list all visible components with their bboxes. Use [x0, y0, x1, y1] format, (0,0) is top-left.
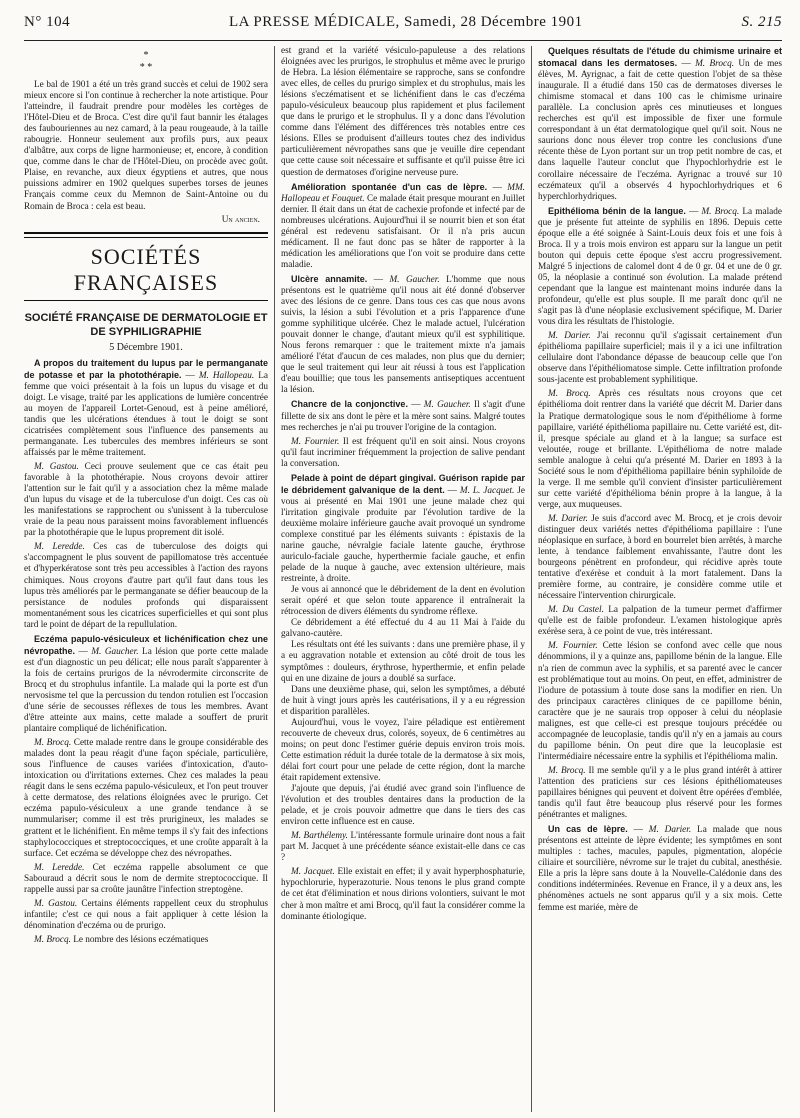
speaker: M. Darier. [548, 331, 591, 342]
paragraph-text: Je suis d'accord avec M. Brocq, et je crois devoir distinguer deux variétés nettes d'épithélioma papillaire : l'une néoplasique en surface, à bord en bourrelet bien arrêtés, à marche lente, à tendance faiblement envahissante, l'autre dont les bourgeons pénètrent en profondeur, qui récidive après toute tentative d'exérèse et conduit à la mort fatalement. Dans la première forme, au contraire, je considère comme utile et nécessaire l'intervention chirurgicale. [538, 513, 782, 602]
paragraph-text: Cet eczéma rappelle absolument ce que Sabouraud a décrit sous le nom de dermite streptococcique. Il rappelle aussi par sa croûte jaunâtre l'infection streptogène. [24, 862, 268, 895]
paragraph: Un cas de lèpre. — M. Darier. La malade que nous présentons est atteinte de lèpre évidente; les symptômes en sont multiples : taches, macules, papules, pigmentation, alopécie ciliaire et sourcilière, névrome sur le trajet du cubital, anesthésie. Elle a pris la lèpre sans doute à la Nouvelle-Calédonie dans des conditions indéterminées. Revenue en France, il y a deux ans, les phénomènes actuels ne sont apparus qu'il y a six mois. Cette femme est mariée, mère de [538, 824, 782, 913]
paragraph [24, 935, 268, 946]
paragraph [538, 605, 782, 638]
speaker: M. Leredde. [34, 542, 85, 553]
page-header [24, 14, 782, 36]
section-rule-bottom [24, 300, 268, 301]
paragraph [24, 899, 268, 932]
speaker: M. Jacquet. [291, 867, 335, 878]
paragraph-text: Le nombre des lésions eczématiques [73, 934, 209, 945]
paragraph: Epithélioma bénin de la langue. — M. Brocq. La malade que je présente fut atteinte de syphilis en 1896. Depuis cette époque elle a été soignée à Saint-Louis deux fois et une fois à Broca. Il y a trois mois environ est apparu sur la langue un petit bouton qui depuis cette époque s'est accru progressivement. Malgré 5 injections de calomel dont 4 de 0 gr. 04 et une de 0 gr. 05, la néoplasie a continué son évolution. La malade prétend cependant que la langue est maintenant moins indurée dans la profondeur, qu'elle est plus souple. Il me paraît donc qu'il ne s'agit pas là d'une néoplasie exclusivement spécifique, M. Darier vous dira les résultats de l'histologie. [538, 205, 782, 328]
paragraph [538, 641, 782, 763]
paragraph-text: L'homme que nous présentons est le quatrième qu'il nous ait été donné d'observer avec des lésions de ce genre. Dans tous ces cas que nous avons suivis, la lésion a subi l'évolution et a pris l'apparence d'une gomme syphilitique ulcérée. Chez le malade actuel, l'ulcération pouvait donner le change, d'autant mieux qu'il est syphilitique. Nous ferons remarquer : que le traitement mixte n'a jamais amélioré l'état d'aucun de ces malades, non plus que du dernier; que le seul traitement qui leur ait réussi à tous est l'application d'eau bouillie; que tous les pansements antiseptiques accentuent la lésion. [281, 274, 525, 396]
signature: Un ancien. [221, 214, 260, 225]
speaker: M. Du Castel. [548, 605, 604, 616]
journal-title: LA PRESSE MÉDICALE, Samedi, 28 Décembre 1901 [228, 14, 583, 30]
speaker: M. Gastou. [34, 462, 79, 473]
paragraph-text: Ce malade était presque mourant en Juillet dernier. Il était dans un état de cachexie profonde et infecté par de nombreuses ulcérations. Aujourd'hui il se nourrit bien et son état général est redevenu satisfaisant. Or il n'a pris aucun médicament. Il ne faut donc pas se hâter de rapporter à la médication les améliorations que l'on voit se produire dans cette maladie. [281, 193, 525, 270]
header-rule [24, 40, 782, 41]
paragraph-text: Ceci prouve seulement que ce cas était peu favorable à la photothérapie. Nous croyons devoir attirer l'attention sur le fait qu'il y a association chez la même malade d'un lupus du visage et de la tuberculose d'un doigt. Ces cas où les manifestations se rapprochent ou s'unissent à la tuberculose vraie de la peau nous paraissent moins favorablement influencés par la photothérapie que le lupus proprement dit isolé. [24, 462, 268, 539]
paragraph: Dans une deuxième phase, qui, selon les symptômes, a débuté de huit à vingt jours après les cautérisations, il y a eu régression et disparition parallèles. [281, 684, 525, 717]
speaker: M. Brocq. [34, 738, 72, 749]
paragraph: J'ajoute que depuis, j'ai étudié avec grand soin l'influence de l'évolution et des troubles dentaires dans la production de la pelade, et je crois pouvoir admettre que dans le tiers des cas environ cette influence est en cause. [281, 784, 525, 828]
speaker: M. Darier. [648, 825, 692, 836]
paragraph [24, 462, 268, 539]
section-rule-thick [24, 232, 268, 234]
paragraph [281, 831, 525, 864]
paragraph-text: Après ces résultats nous croyons que cet épithélioma doit rentrer dans la variété que décrit M. Darier dans la Pratique dermatologique sous le nom d'épithéliome à forme papillaire, variété épithélioma papillaire nu. Cette variété est, dit-il, presque spéciale au gland et à la langue; sa surface est veloutée, rouge et brillante. L'épithélioma de notre malade semble analogue à celui qu'a présenté M. Darier en 1893 à la Société sous le nom d'épithélioma papillaire bénin syphiloïde de la verge. Il me semble qu'il convient d'insister particulièrement sur cette variété d'épithélioma bénin propre à la langue, à la verge, aux muqueuses. [538, 389, 782, 510]
paragraph: Amélioration spontanée d'un cas de lèpre. — MM. Hallopeau et Fouquet. Ce malade était presque mourant en Juillet dernier. Il était dans un état de cachexie profonde et infecté par de nombreuses ulcérations. Aujourd'hui il se nourrit bien et son état général est redevenu satisfaisant. Or il n'a pris aucun médicament. Il ne faut donc pas se hâter de rapporter à la médication les améliorations que l'on voit se produire dans cette maladie. [281, 181, 525, 270]
speaker: M. Leredde. [34, 862, 85, 873]
column-3 [538, 46, 782, 1112]
paragraph-heading: Epithélioma bénin de la langue. [548, 205, 686, 216]
paragraph: A propos du traitement du lupus par le permanganate de potasse et par la photothérapie. — M. Hallopeau. La femme que voici présentait à la fois un lupus du visage et du doigt. Le visage, traité par les applications de lumière concentrée au moyen de l'appareil Lortet-Genoud, est à peine amélioré, tandis que les ulcérations étendues à tout le doigt se sont cicatrisées complètement sous l'influence des pansements au permanganate. Les tubercules des membres inférieurs se sont affaissés par le même traitement. [24, 357, 268, 458]
paragraph-text: Certains éléments rappellent ceux du strophulus infantile; c'est ce qui nous a fait appliquer à cette lésion la dénomination d'eczéma ou de prurigo. [24, 898, 268, 931]
page-number: S. 215 [741, 14, 782, 30]
paragraph-text: La malade que nous présentons est atteinte de lèpre évidente; les symptômes en sont multiples : taches, macules, papules, pigmentation, alopécie ciliaire et sourcilière, névrome sur le trajet du cubital, anesthésie. Elle a pris la lèpre sans doute à la Nouvelle-Calédonie dans des conditions indéterminées. Revenue en France, il y a deux ans, les phénomènes actuels ne sont apparus qu'il y a six mois. Cette femme est mariée, mère de [538, 825, 782, 913]
paragraph: Les résultats ont été les suivants : dans une première phase, il y a eu aggravation notable et extension au côté droit de tous les symptômes : douleurs, érythrose, hyperthermie, et enfin pelade qui en une dizaine de jours a doublé sa surface. [281, 640, 525, 684]
paragraph-text: La malade que je présente fut atteinte de syphilis en 1896. Depuis cette époque elle a été soignée à Saint-Louis deux fois et une fois à Broca. Il y a trois mois environ est apparu sur la langue un petit bouton qui depuis cette époque s'est accru progressivement. Malgré 5 injections de calomel dont 4 de 0 gr. 04 et une de 0 gr. 05, la néoplasie a continué son évolution. La malade prétend cependant que la langue est maintenant moins indurée dans la profondeur, qu'elle est plus souple. Il me paraît donc qu'il ne s'agit pas là d'une néoplasie exclusivement spécifique, M. Darier vous dira les résultats de l'histologie. [538, 206, 782, 328]
speaker: M. Brocq. [548, 389, 591, 400]
paragraph-heading: Quelques résultats de l'étude du chimisme urinaire et stomacal dans les dermatoses. [538, 46, 782, 69]
speaker: M. Gastou. [34, 898, 78, 909]
paragraph-text: J'ai reconnu qu'il s'agissait certainement d'un épithélioma papillaire superficiel; mais il y a ici une infiltration cellulaire dont l'abondance dépasse de beaucoup celle que l'on observe dans l'épithéliomatose simple. Cette infiltration profonde sous-jacente est probablement syphilitique. [538, 331, 782, 386]
society-name: SOCIÉTÉ FRANÇAISE DE DERMATOLOGIE ET DE SYPHILIGRAPHIE [24, 311, 268, 338]
paragraph-heading: Chancre de la conjonctive. [291, 399, 408, 410]
paragraph: est grand et la variété vésiculo-papuleuse a des relations éloignées avec les prurigos, le strophulus et même avec le prurigo de Hebra. La lésion élémentaire se rapproche, sans se confondre avec elles, de celles du prurigo simplex et du strophulus, mais les lésions s'eczématisent et se lichénifient dans le cas d'eczéma papulo-vésiculeux beaucoup plus rapidement et plus facilement que dans le prurigo et le strophulus. Il y a donc dans l'évolution comme dans l'élément des différences très notables entre ces lésions. Elles se produisent d'ailleurs toutes chez des individus particulièrement névropathes sans que je veuille dire cependant que cette cause soit nécessaire et suffisante et qu'il puisse être ici question de dermatoses d'origine nerveuse pure. [281, 46, 525, 178]
paragraph-heading: Ulcère annamite. [291, 273, 368, 284]
paragraph-heading: Amélioration spontanée d'un cas de lèpre. [291, 181, 488, 192]
speaker: M. Fournier. [548, 641, 598, 652]
paragraph [281, 867, 525, 922]
speaker: M. Brocq. [34, 934, 71, 945]
paragraph: Ce débridement a été effectué du 4 au 11 Mai à l'aide du galvano-cautère. [281, 618, 525, 640]
paragraph [538, 766, 782, 821]
paragraph: Ulcère annamite. — M. Gaucher. L'homme que nous présentons est le quatrième qu'il nous ait été donné d'observer avec des lésions de ce genre. Dans tous ces cas que nous avons suivis, la lésion a subi l'évolution et a pris l'apparence d'une gomme syphilitique ulcérée. Chez le malade actuel, l'ulcération pouvait donner le change, d'autant mieux qu'il est syphilitique. Nous ferons remarquer : que le traitement mixte n'a jamais amélioré l'état d'aucun de ces malades, non plus que du dernier; que le seul traitement qui leur ait réussi à tous est l'application d'eau bouillie; que tous les pansements antiseptiques accentuent la lésion. [281, 273, 525, 396]
speaker: M. Gaucher. [91, 646, 139, 657]
paragraph [24, 738, 268, 860]
section-stars: * * * [139, 50, 153, 73]
column-separator [274, 46, 275, 1112]
paragraph: Je vous ai annoncé que le débridement de la dent en évolution serait opéré et que selon toute apparence il entraînerait la rétrocession de divers éléments du syndrome réflexe. [281, 585, 525, 618]
speaker: M. Hallopeau. [198, 370, 255, 381]
paragraph-heading: Pelade à point de départ gingival. Guérison rapide par le débridement galvanique de la dent. [281, 472, 525, 495]
speaker: M. Barthélemy. [291, 831, 348, 842]
session-date: 5 Décembre 1901. [109, 341, 183, 353]
paragraph-text: Il s'agit d'une fillette de six ans dont le père et la mère sont sains. Malgré toutes mes recherches je n'ai pu trouver l'origine de la contagion. [281, 400, 525, 433]
column-1 [24, 46, 268, 1112]
columns [24, 46, 782, 1112]
speaker: M. Gaucher. [389, 274, 440, 285]
speaker: M. Fournier. [291, 436, 340, 447]
section-title: SOCIÉTÉS FRANÇAISES [73, 243, 219, 295]
speaker: M. Brocq. [548, 765, 586, 776]
paragraph-text: Ces cas de tuberculose des doigts qui s'accompagnent le plus souvent de papillomatose très accentuée et d'hyperkératose sont très peu accessibles à l'action des rayons chimiques. Nous croyons d'autre part qu'il faut dans tous les lupus très améliorés par le permanganate se défier beaucoup de la persistance de nodules profonds qui disparaissent momentanément sous les cicatrices superficielles et qui sont plus tard le point de départ de la repullulation. [24, 542, 268, 630]
column-separator [531, 46, 532, 1112]
paragraph: Quelques résultats de l'étude du chimisme urinaire et stomacal dans les dermatoses. — M. Brocq. Un de mes élèves, M. Ayrignac, a fait de cette question l'objet de sa thèse inaugurale. Il a étudié dans 150 cas de dermatoses diverses le chimisme stomacal et dans 100 cas le chimisme urinaire parallèle. La conclusion après ces minutieuses et longues recherches est qu'il est impossible de fixer une formule correspondant à un état dermatologique quel qu'il soit. Nous ne saurions donc nous élever trop contre les conclusions d'une récente thèse de Lyon portant sur un trop petit nombre de cas, et dans laquelle l'auteur conclut que l'hypochlorhydrie est le corollaire nécessaire de l'eczéma. Ayrignac a trouvé sur 10 eczémateux qu'il a observés 4 hypochlorhydriques et 6 hyperchlorhydriques. [538, 46, 782, 202]
paragraph-text: Cette malade rentre dans le groupe considérable des malades dont la peau réagit d'une façon spéciale, particulière, sous l'influence de causes variées d'intoxication, d'auto-intoxication ou d'irritations externes. Chez ces malades la peau réagit dans le sens eczéma papulo-vésiculeux, et l'on peut trouver à cette dermatose, des relations éloignées avec le prurigo. Cet eczéma papulo-vésiculeux a une grande tendance à se nummulariser; comme il est très prurigineux, les malades se grattent et le lichénifient. En même temps il s'y fait des infections staphylococciques et streptococciques, et une croûte apparaît à la surface. Cet eczéma se développe chez des névropathes. [24, 738, 268, 859]
paragraph-text: La lésion que porte cette malade est d'un diagnostic un peu délicat; elle nous paraît s'apparenter à la fois de certains prurigos de la névrodermite circonscrite de Brocq et du strophulus infantile. La malade qui la porte est d'un nervosisme tel que la percussion du tendon rotulien est l'occasion d'une série de secousses réflexes de tous les membres. Avant d'être atteinte aux mains, cette malade a souffert de prurit plantaire compliqué de lichénification. [24, 646, 268, 735]
paragraph [538, 389, 782, 511]
paragraph: Eczéma papulo-vésiculeux et lichénification chez une névropathe. — M. Gaucher. La lésion que porte cette malade est d'un diagnostic un peu délicat; elle nous paraît s'apparenter à la fois de certains prurigos de la névrodermite circonscrite de Brocq et du strophulus infantile. La malade qui la porte est d'un nervosisme tel que la percussion du tendon rotulien est l'occasion d'une série de secousses réflexes de tous les membres. Avant d'être atteinte aux mains, cette malade a souffert de prurit plantaire compliqué de lichénification. [24, 633, 268, 735]
speaker: MM. Hallopeau et Fouquet. [281, 182, 525, 204]
paragraph-text: La palpation de la tumeur permet d'affirmer qu'elle est de faible profondeur. L'examen histologique après exérèse sera, à ce point de vue, très intéressant. [538, 605, 782, 638]
paragraph-heading: A propos du traitement du lupus par le permanganate de potasse et par la photothérapie. [24, 357, 268, 380]
paragraph [281, 437, 525, 470]
paragraph [24, 542, 268, 630]
paragraph-text: Il est fréquent qu'il en soit ainsi. Nous croyons qu'il faut incriminer fréquemment la projection de salive pendant la conversation. [281, 436, 525, 469]
paragraph-text: Je vous ai présenté en Mai 1901 une jeune malade chez qui l'irritation gingivale produite par l'évolution tardive de la deuxième molaire inférieure gauche avait provoqué un syndrome complexe constitué par les éléments suivants : épistaxis de la narine gauche, névralgie faciale latente gauche, érythrose auriculo-faciale gauche, hyperthermie faciale gauche, et enfin pelade de la nuque à gauche, avec extension ultérieure, mais restreinte, à droite. [281, 485, 525, 585]
paragraph-text: Il me semble qu'il y a le plus grand intérêt à attirer l'attention des praticiens sur ces lésions épithéliomateuses papillaires bénignes qui peuvent et doivent être opérées d'emblée, tandis qu'il faut être beaucoup plus réservé pour les formes pénétrantes et malignes. [538, 765, 782, 821]
paragraph-text: Un de mes élèves, M. Ayrignac, a fait de cette question l'objet de sa thèse inaugurale. Il a étudié dans 150 cas de dermatoses diverses le chimisme stomacal et dans 100 cas le chimisme urinaire parallèle. La conclusion après ces minutieuses et longues recherches est qu'il est impossible de fixer une formule correspondant à un état dermatologique quel qu'il soit. Nous ne saurions donc nous élever trop contre les conclusions d'une récente thèse de Lyon portant sur un trop petit nombre de cas, et dans laquelle l'auteur conclut que l'hypochlorhydrie est le corollaire nécessaire de l'eczéma. Ayrignac a trouvé sur 10 eczémateux qu'il a observés 4 hypochlorhydriques et 6 hyperchlorhydriques. [538, 59, 782, 202]
paragraph-text: Cette lésion se confond avec celle que nous dénommions, il y a quinze ans, papillome bénin de la langue. Elle n'a rien de commun avec la syphilis, et sa parenté avec le cancer est problématique tout au moins. On peut, en effet, administrer de l'iodure de potassium à toute dose sans la modifier en rien. Un des principaux caractères cliniques de ce papillome bénin, caractère que je ne saurais trop opposer à celui du néoplasie malignes, est que celle-ci est presque toujours précédée ou accompagnée de leucoplasie, tandis qu'il n'y en a jamais au cours du papillome bénin. On peut dire que la leucoplasie est l'intermédiaire nécessaire entre la syphilis et l'épithélioma malin. [538, 641, 782, 762]
paragraph [24, 863, 268, 896]
speaker: M. L. Jacquet. [459, 485, 515, 496]
speaker: M. Gaucher. [423, 400, 471, 411]
paragraph [538, 514, 782, 602]
speaker: M. Brocq. [695, 59, 735, 70]
column-2 [281, 46, 525, 1112]
paragraph-text: Elle existait en effet; il y avait hyperphosphaturie, hypochlorurie, hyperazoturie. Nous tenons le plus grand compte de cet état d'élimination et nous dirions volontiers, suivant le mot cher à mon maître et ami Brocq, qu'il faut la considérer comme la dominante étiologique. [281, 867, 525, 922]
paragraph: Chancre de la conjonctive. — M. Gaucher. Il s'agit d'une fillette de six ans dont le père et la mère sont sains. Malgré toutes mes recherches je n'ai pu trouver l'origine de la contagion. [281, 399, 525, 433]
intro-paragraph: Le bal de 1901 a été un très grand succès et celui de 1902 sera mieux encore si l'on continue à rechercher la note artistique. Pour l'atteindre, il faudrait prendre pour modèles les cortèges de l'Hôtel-Dieu et de Broca. C'est dire qu'il faut bannir les étalages des faubouriennes au nez camard, à la peau rougeaude, à la taille rabougrie. Honneur seulement aux profils purs, aux peaux d'albâtre, aux corps de ligne harmonieuse; et, encore, à condition que, comme dans le char de l'Hôtel-Dieu, on procède avec goût. Plaise, en revanche, aux dieux égyptiens et autres, que nous puissions admirer en 1902 quelques superbes torses de jeunes Français comme ceux du Memnon de Saint-Antoine ou du Romain de Broca : cela est beau. [24, 80, 268, 212]
paragraph: Pelade à point de départ gingival. Guérison rapide par le débridement galvanique de la dent. — M. L. Jacquet. Je vous ai présenté en Mai 1901 une jeune malade chez qui l'irritation gingivale produite par l'évolution tardive de la deuxième molaire inférieure gauche avait provoqué un syndrome complexe constitué par les éléments suivants : épistaxis de la narine gauche, névralgie faciale latente gauche, érythrose auriculo-faciale gauche, hyperthermie faciale gauche, et enfin pelade de la nuque à gauche, avec extension ultérieure, mais restreinte, à droite. [281, 472, 525, 585]
paragraph-heading: Eczéma papulo-vésiculeux et lichénification chez une névropathe. [24, 633, 268, 656]
paragraph [538, 331, 782, 386]
issue-number: N° 104 [24, 14, 71, 30]
paragraph-text: L'intéressante formule urinaire dont nous a fait part M. Jacquet à une précédente séance existait-elle dans ce cas ? [281, 831, 525, 864]
speaker: M. Darier. [548, 513, 588, 524]
paragraph-heading: Un cas de lèpre. [548, 824, 628, 835]
paragraph: Aujourd'hui, vous le voyez, l'aire péladique est entièrement recouverte de cheveux drus, colorés, soyeux, de 6 centimètres au moins; on peut donc l'estimer guérie depuis environ trois mois. Cette estimation réduit la durée totale de la dermatose à six mois, délai fort court pour une pelade de cette région, dont la marche était rapidement extensive. [281, 717, 525, 783]
speaker: M. Brocq. [701, 206, 740, 217]
section-rule-thin [24, 237, 268, 238]
paragraph-text: La femme que voici présentait à la fois un lupus du visage et du doigt. Le visage, traité par les applications de lumière concentrée au moyen de l'appareil Lortet-Genoud, est à peine amélioré, tandis que les ulcérations étendues à tout le doigt se sont cicatrisées complètement sous l'influence des pansements au permanganate. Les tubercules des membres inférieurs se sont affaissés par le même traitement. [24, 370, 268, 458]
